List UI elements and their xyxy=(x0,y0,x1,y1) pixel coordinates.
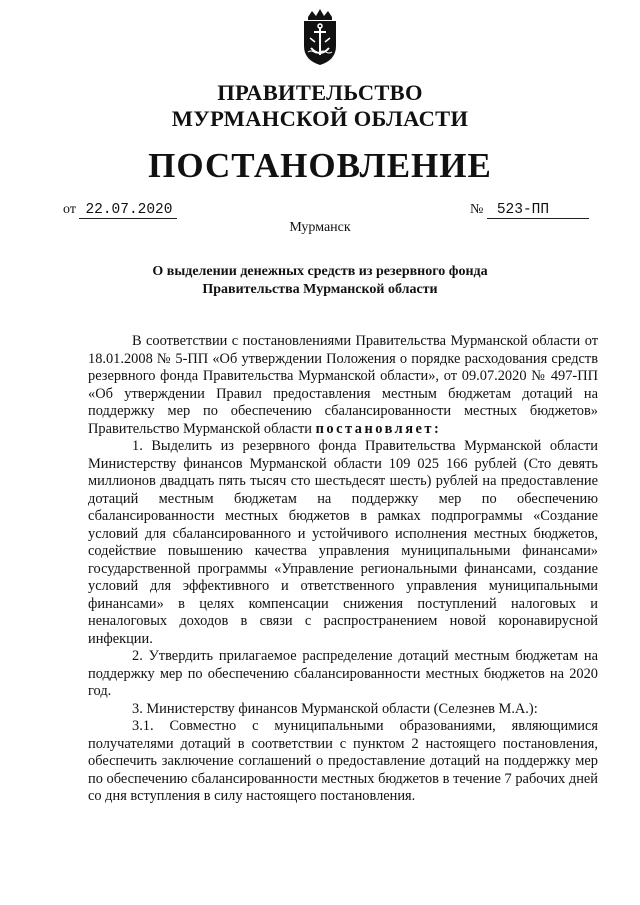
paragraph-1: 1. Выделить из резервного фонда Правительства Мурманской области Министерству финансов Мурманской области 109 025 166 рублей (Сто девять миллионов двадцать пять тысяч сто шестьдесят шесть) рублей на предоставление дотаций местным бюджетам на поддержку мер по обеспечению сбалансированности местных бюджетов в рамках подпрограммы «Создание условий для сбалансированного и устойчивого исполнения местных бюджетов, содействие повышению качества управления муниципальными финансами» государственной программы «Управление региональными финансами, создание условий для эффективного и ответственного управления муниципальными финансами» в целях компенсации снижения поступлений налоговых и неналоговых доходов в связи с распространением новой коронавирусной инфекции. xyxy=(88,438,598,647)
date-value: 22.07.2020 xyxy=(79,202,177,219)
number-prefix: № xyxy=(470,202,484,217)
date-prefix: от xyxy=(63,202,76,217)
number-value: 523-ПП xyxy=(487,202,589,219)
document-type-title: ПОСТАНОВЛЕНИЕ xyxy=(148,146,492,185)
number-block xyxy=(470,200,589,220)
coat-of-arms-icon xyxy=(299,8,341,66)
org-name-line2: МУРМАНСКОЙ ОБЛАСТИ xyxy=(171,106,469,131)
subject-line2: Правительства Мурманской области xyxy=(202,282,438,297)
paragraph-3-1: 3.1. Совместно с муниципальными образованиями, являющимися получателями дотаций в соответствии с пунктом 2 настоящего постановления, обеспечить заключение соглашений о предоставление дотаций на поддержку мер по обеспечению сбалансированности местных бюджетов в течение 7 рабочих дней со дня вступления в силу настоящего постановления. xyxy=(88,718,598,804)
org-name-line1: ПРАВИТЕЛЬСТВО xyxy=(217,80,423,105)
resolution-keyword: постановляет: xyxy=(315,420,442,437)
paragraph-preamble xyxy=(88,333,598,438)
preamble-text: В соответствии с постановлениями Правительства Мурманской области от 18.01.2008 № 5-ПП «Об утверждении Положения о порядке расходования средств резервного фонда Правительства Мурманской области», от 09.07.2020 № 497-ПП «Об утверждении Правил предоставления местным бюджетам дотаций на поддержку мер по обеспечению сбалансированности местных бюджетов» Правительство Мурманской области xyxy=(88,333,598,437)
subject-line1: О выделении денежных средств из резервного фонда xyxy=(152,264,488,279)
document-subject xyxy=(0,263,640,299)
document-body xyxy=(88,333,598,806)
paragraph-3: 3. Министерству финансов Мурманской области (Селезнев М.А.): xyxy=(132,700,538,717)
date-block xyxy=(63,200,177,220)
paragraph-2: 2. Утвердить прилагаемое распределение дотаций местным бюджетам на поддержку мер по обеспечению сбалансированности местных бюджетов на 2020 год. xyxy=(88,648,598,699)
city-name: Мурманск xyxy=(289,220,351,235)
